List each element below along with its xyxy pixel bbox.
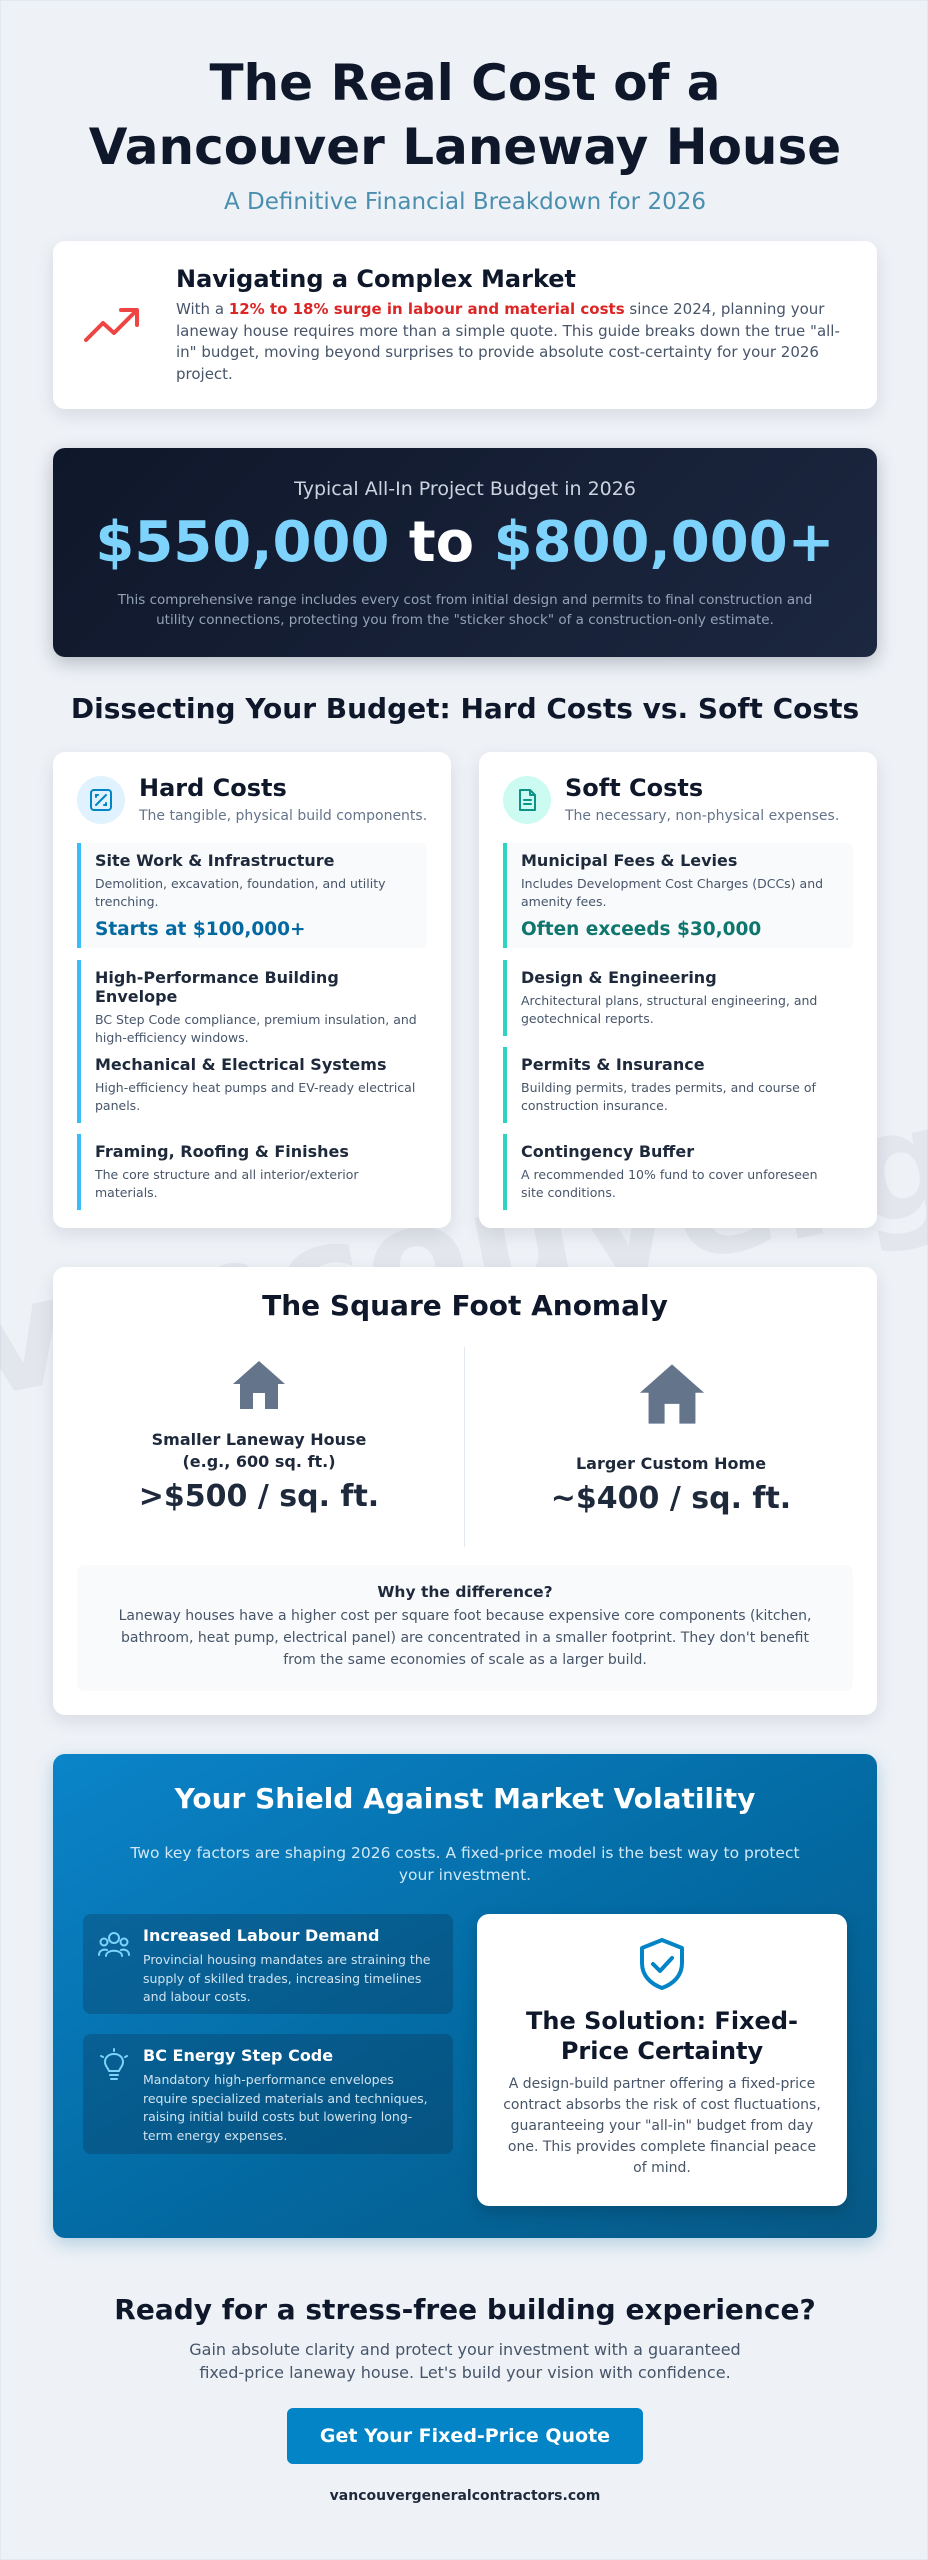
large-house-comparison <box>471 1357 871 1557</box>
cost-item-title: Framing, Roofing & Finishes <box>95 1142 349 1161</box>
trending-up-icon <box>83 303 143 345</box>
page-subtitle: A Definitive Financial Breakdown for 2026 <box>223 189 706 215</box>
blueprint-icon <box>77 776 125 824</box>
soft-cost-item <box>503 960 853 1036</box>
budget-to: to <box>408 510 475 575</box>
factor-title: Increased Labour Demand <box>143 1926 380 1945</box>
why-title: Why the difference? <box>377 1583 553 1601</box>
solution-title: The Solution: Fixed-Price Certainty <box>526 2007 798 2065</box>
factor-step-code <box>83 2034 453 2154</box>
soft-costs-subtitle: The necessary, non-physical expenses. <box>565 808 840 824</box>
budget-label: Typical All-In Project Budget in 2026 <box>294 478 636 500</box>
intro-card <box>53 241 877 409</box>
factor-text: Mandatory high-performance envelopes require specialized materials and techniques, raising initial build costs but lowering long-term energy expenses. <box>143 2072 428 2143</box>
budget-low: $550,000 <box>95 510 390 575</box>
soft-costs-title: Soft Costs <box>565 774 704 802</box>
website-link[interactable]: vancouvergeneralcontractors.com <box>329 2488 601 2504</box>
hard-costs-title: Hard Costs <box>139 774 287 802</box>
intro-text <box>176 299 846 385</box>
soft-cost-item <box>503 843 853 948</box>
soft-cost-item <box>503 1047 853 1123</box>
cost-item-desc: A recommended 10% fund to cover unforeseen site conditions. <box>521 1167 818 1200</box>
cost-item-desc: BC Step Code compliance, premium insulation, and high-efficiency windows. <box>95 1012 417 1045</box>
factor-text: Provincial housing mandates are straining the supply of skilled trades, increasing timelines and labour costs. <box>143 1952 431 2004</box>
cost-item-price: Often exceeds $30,000 <box>521 919 762 940</box>
factor-labour-demand <box>83 1914 453 2014</box>
house-icon <box>635 1359 709 1429</box>
cost-item-title: High-Performance Building Envelope <box>95 968 339 1006</box>
hard-cost-item <box>77 1047 427 1123</box>
house-icon <box>229 1357 289 1413</box>
intro-title: Navigating a Complex Market <box>176 265 577 293</box>
sqft-divider <box>464 1347 465 1547</box>
cta-title: Ready for a stress-free building experience? <box>114 2293 816 2326</box>
lightbulb-icon <box>97 2048 131 2082</box>
cost-item-title: Site Work & Infrastructure <box>95 851 335 870</box>
cost-item-desc: Demolition, excavation, foundation, and utility trenching. <box>95 876 386 909</box>
cost-item-desc: Architectural plans, structural engineering, and geotechnical reports. <box>521 993 818 1026</box>
large-house-label: Larger Custom Home <box>575 1454 767 1473</box>
shield-title: Your Shield Against Market Volatility <box>174 1782 756 1815</box>
intro-text-rest: since 2024, planning your laneway house requires more than a simple quote. This guide breaks down the true "all-in" budget, moving beyond surprises to provide absolute cost-certainty for your 2026 project. <box>176 300 840 383</box>
get-quote-button[interactable]: Get Your Fixed-Price Quote <box>287 2408 643 2464</box>
soft-cost-item <box>503 1134 853 1210</box>
hard-cost-item <box>77 843 427 948</box>
people-icon <box>97 1928 131 1962</box>
hero-header <box>1 51 928 215</box>
small-house-comparison <box>59 1357 459 1557</box>
budget-note: This comprehensive range includes every cost from initial design and permits to final construction and utility connections, protecting you from the "sticker shock" of a construction-only estimate. <box>117 592 813 628</box>
cost-item-title: Mechanical & Electrical Systems <box>95 1055 387 1074</box>
why-difference-box <box>77 1565 853 1691</box>
budget-high: $800,000+ <box>493 510 835 575</box>
hard-cost-item <box>77 960 427 1055</box>
breakdown-title: Dissecting Your Budget: Hard Costs vs. Soft Costs <box>70 692 860 725</box>
soft-costs-card <box>479 752 877 1228</box>
budget-banner <box>53 448 877 657</box>
cost-item-desc: Building permits, trades permits, and course of construction insurance. <box>521 1080 816 1113</box>
intro-text-lead: With a <box>176 300 229 318</box>
cost-item-desc: High-efficiency heat pumps and EV-ready electrical panels. <box>95 1080 416 1113</box>
shield-check-icon <box>634 1936 690 1992</box>
cta-section <box>1 2293 928 2504</box>
hard-costs-subtitle: The tangible, physical build components. <box>139 808 428 824</box>
cost-item-desc: Includes Development Cost Charges (DCCs) and amenity fees. <box>521 876 824 909</box>
cost-item-title: Design & Engineering <box>521 968 717 987</box>
cost-surge-highlight: 12% to 18% surge in labour and material costs <box>228 300 625 318</box>
budget-range <box>53 510 877 576</box>
market-volatility-section <box>53 1754 877 2238</box>
solution-text: A design-build partner offering a fixed-price contract absorbs the risk of cost fluctuations, guaranteeing your "all-in" budget from day one. This provides complete financial peace of mind. <box>503 2076 821 2176</box>
small-house-sublabel: (e.g., 600 sq. ft.) <box>182 1452 336 1471</box>
cost-item-desc: The core structure and all interior/exterior materials. <box>95 1167 359 1200</box>
document-icon <box>503 776 551 824</box>
hard-cost-item <box>77 1134 427 1210</box>
fixed-price-solution-card <box>477 1914 847 2206</box>
page-title: The Real Cost of a Vancouver Laneway House <box>88 54 842 176</box>
cost-item-title: Contingency Buffer <box>521 1142 695 1161</box>
small-house-price: >$500 / sq. ft. <box>138 1479 380 1514</box>
cta-text: Gain absolute clarity and protect your investment with a guaranteed fixed-price laneway house. Let's build your vision with confidence. <box>189 2340 741 2382</box>
large-house-price: ~$400 / sq. ft. <box>550 1481 792 1516</box>
cost-item-title: Permits & Insurance <box>521 1055 705 1074</box>
cost-item-price: Starts at $100,000+ <box>95 919 306 940</box>
hard-costs-card <box>53 752 451 1228</box>
small-house-label: Smaller Laneway House <box>151 1430 367 1449</box>
shield-intro: Two key factors are shaping 2026 costs. A fixed-price model is the best way to protect your investment. <box>130 1844 800 1884</box>
why-text: Laneway houses have a higher cost per square foot because expensive core components (kitchen, bathroom, heat pump, electrical panel) are concentrated in a smaller footprint. They don't benefit from the same economies of scale as a larger build. <box>118 1608 812 1668</box>
cost-item-title: Municipal Fees & Levies <box>521 851 738 870</box>
sqft-anomaly-card <box>53 1267 877 1715</box>
sqft-title: The Square Foot Anomaly <box>262 1289 668 1322</box>
factor-title: BC Energy Step Code <box>143 2046 334 2065</box>
